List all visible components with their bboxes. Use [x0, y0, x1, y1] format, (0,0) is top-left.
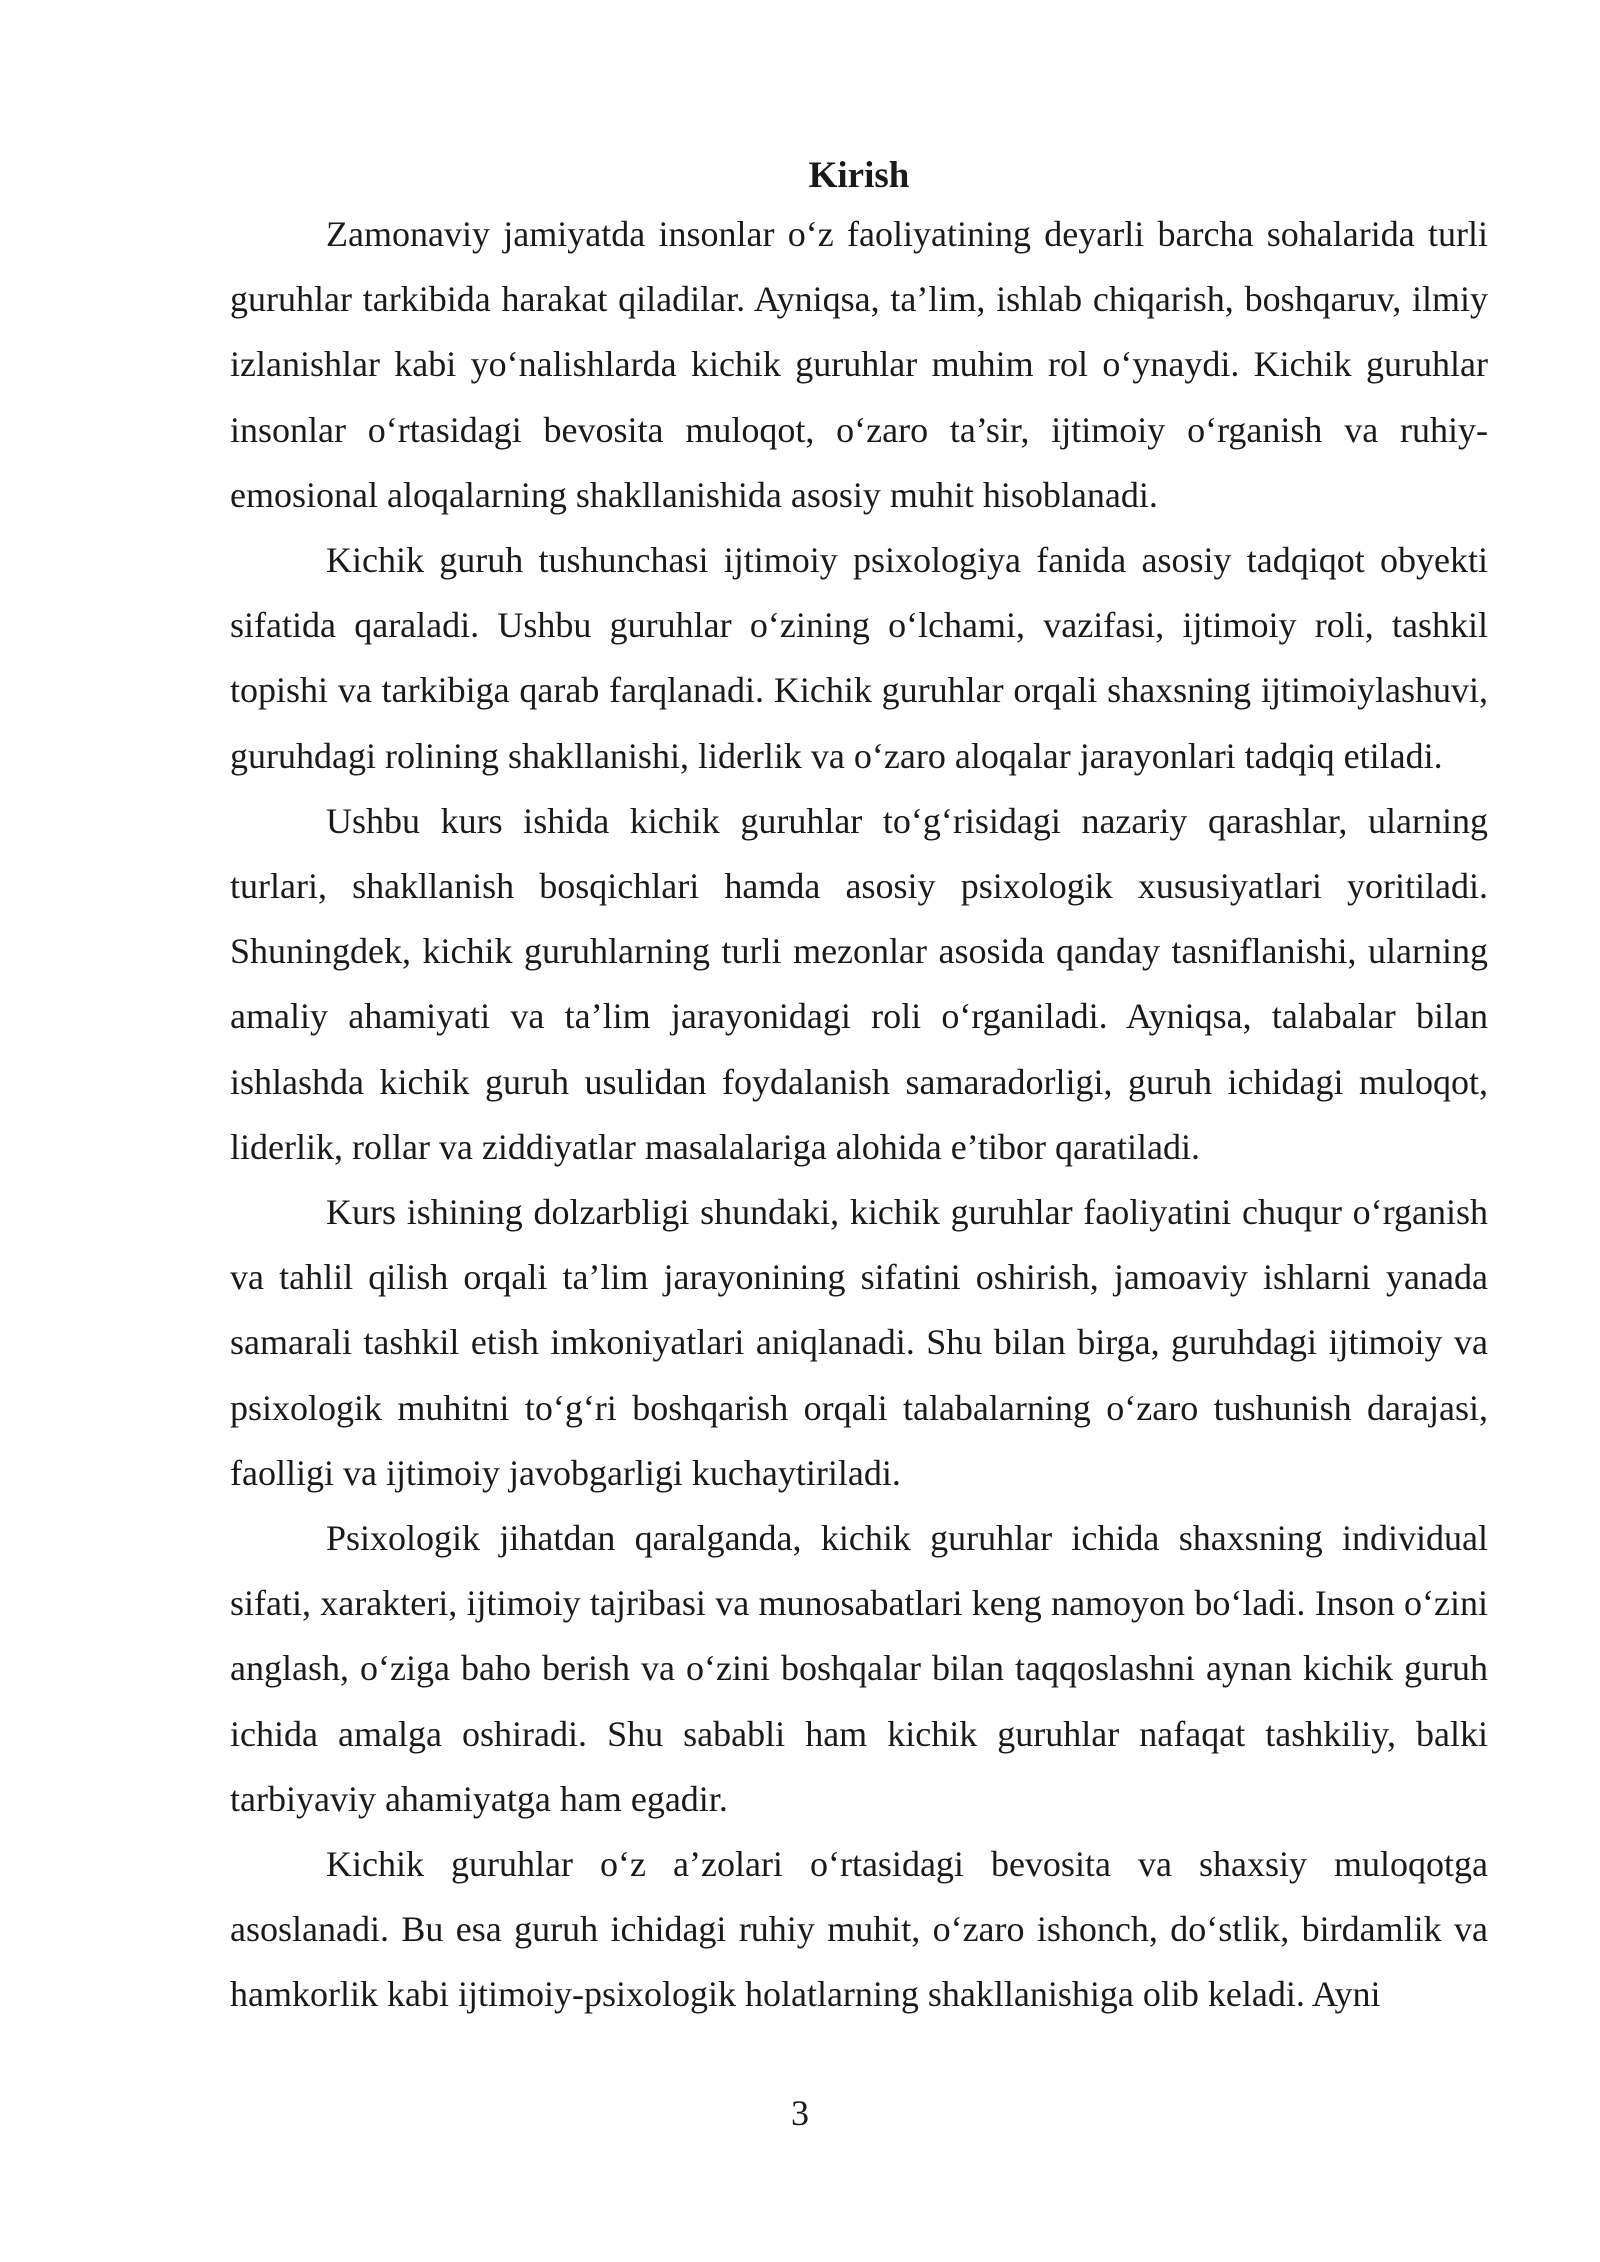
paragraph-3: Ushbu kurs ishida kichik guruhlar to‘g‘risidagi nazariy qarashlar, ularning turlari, shakllanish bosqichlari hamda asosiy psixologik xususiyatlari yoritiladi. Shuningdek, kichik guruhlarning turli mezonlar asosida qanday tasniflanishi, ularning amaliy ahamiyati va ta’lim jarayonidagi roli o‘rganiladi. Ayniqsa, talabalar bilan ishlashda kichik guruh usulidan foydalanish samaradorligi, guruh ichidagi muloqot, liderlik, rollar va ziddiyatlar masalalariga alohida e’tibor qaratiladi. — [230, 800, 1488, 1167]
paragraph-2: Kichik guruh tushunchasi ijtimoiy psixologiya fanida asosiy tadqiqot obyekti sifatida qaraladi. Ushbu guruhlar o‘zining o‘lchami, vazifasi, ijtimoiy roli, tashkil topishi va tarkibiga qarab farqlanadi. Kichik guruhlar orqali shaxsning ijtimoiylashuvi, guruhdagi rolining shakllanishi, liderlik va o‘zaro aloqalar jarayonlari tadqiq etiladi. — [230, 540, 1488, 776]
paragraph-5: Psixologik jihatdan qaralganda, kichik guruhlar ichida shaxsning individual sifati, xarakteri, ijtimoiy tajribasi va munosabatlari keng namoyon bo‘ladi. Inson o‘zini anglash, o‘ziga baho berish va o‘zini boshqalar bilan taqqoslashni aynan kichik guruh ichida amalga oshiradi. Shu sababli ham kichik guruhlar nafaqat tashkiliy, balki tarbiyaviy ahamiyatga ham egadir. — [230, 1518, 1488, 1819]
page-number: 3 — [791, 2093, 809, 2133]
page-content — [230, 150, 1488, 2028]
paragraph-6: Kichik guruhlar o‘z a’zolari o‘rtasidagi bevosita va shaxsiy muloqotga asoslanadi. Bu esa guruh ichidagi ruhiy muhit, o‘zaro ishonch, do‘stlik, birdamlik va hamkorlik kabi ijtimoiy-psixologik holatlarning shakllanishiga olib keladi. Ayni — [230, 1844, 1488, 2015]
section-title: Kirish — [808, 155, 910, 196]
paragraph-4: Kurs ishining dolzarbligi shundaki, kichik guruhlar faoliyatini chuqur o‘rganish va tahlil qilish orqali ta’lim jarayonining sifatini oshirish, jamoaviy ishlarni yanada samarali tashkil etish imkoniyatlari aniqlanadi. Shu bilan birga, guruhdagi ijtimoiy va psixologik muhitni to‘g‘ri boshqarish orqali talabalarning o‘zaro tushunish darajasi, faolligi va ijtimoiy javobgarligi kuchaytiriladi. — [230, 1192, 1488, 1493]
paragraph-1: Zamonaviy jamiyatda insonlar o‘z faoliyatining deyarli barcha sohalarida turli guruhlar tarkibida harakat qiladilar. Ayniqsa, ta’lim, ishlab chiqarish, boshqaruv, ilmiy izlanishlar kabi yo‘nalishlarda kichik guruhlar muhim rol o‘ynaydi. Kichik guruhlar insonlar o‘rtasidagi bevosita muloqot, o‘zaro ta’sir, ijtimoiy o‘rganish va ruhiy-emosional aloqalarning shakllanishida asosiy muhit hisoblanadi. — [230, 214, 1488, 515]
